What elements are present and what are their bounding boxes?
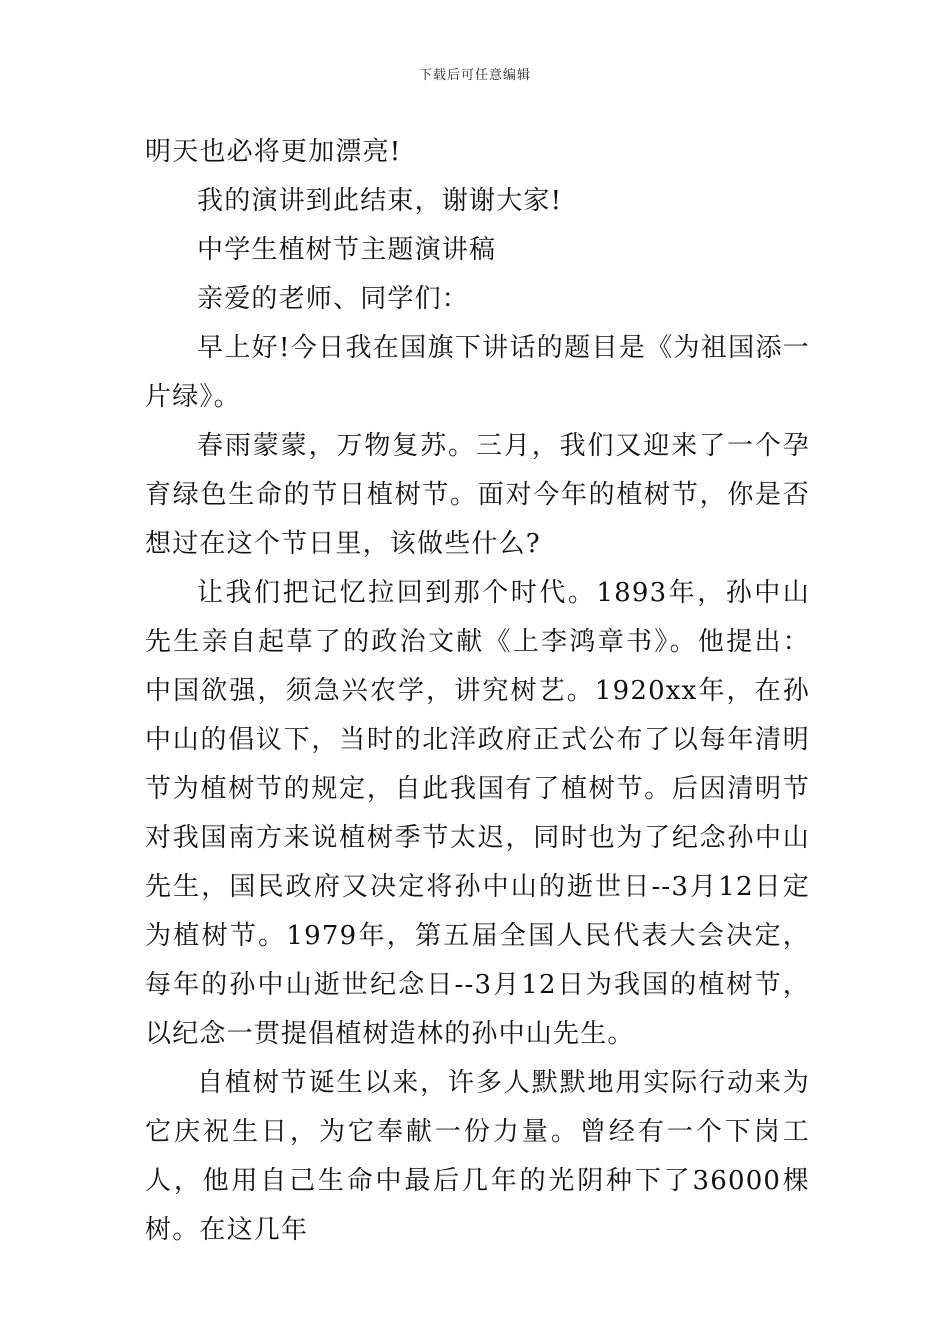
page-header: 下载后可任意编辑	[418, 68, 531, 83]
paragraph-8: 自植树节诞生以来，许多人默默地用实际行动来为它庆祝生日，为它奉献一份力量。曾经有一个下岗工人，他用自己生命中最后几年的光阴种下了36000棵树。在这几年	[145, 1068, 810, 1245]
salutation: 亲爱的老师、同学们：	[197, 284, 470, 314]
paragraph-7: 让我们把记忆拉回到那个时代。1893年，孙中山先生亲自起草了的政治文献《上李鸿章书》。他提出：中国欲强，须急兴农学，讲究树艺。1920xx年，在孙中山的倡议下，当时的北洋政府正式公布了以每年清明节为植树节的规定，自此我国有了植树节。后因清明节对我国南方来说植树季节太迟，同时也为了纪念孙中山先生，国民政府又决定将孙中山的逝世日--3月12日定为植树节。1979年，第五届全国人民代表大会决定，每年的孙中山逝世纪念日--3月12日为我国的植树节，以纪念一贯提倡植树造林的孙中山先生。	[145, 578, 810, 1049]
paragraph-2: 我的演讲到此结束，谢谢大家!	[197, 186, 563, 216]
paragraph-1: 明天也必将更加漂亮!	[145, 137, 402, 167]
document-body	[145, 128, 810, 1255]
paragraph-5: 早上好!今日我在国旗下讲话的题目是《为祖国添一片绿》。	[145, 333, 810, 412]
paragraph-6: 春雨蒙蒙，万物复苏。三月，我们又迎来了一个孕育绿色生命的节日植树节。面对今年的植树节，你是否想过在这个节日里，该做些什么?	[145, 431, 810, 559]
speech-title: 中学生植树节主题演讲稿	[197, 235, 497, 265]
